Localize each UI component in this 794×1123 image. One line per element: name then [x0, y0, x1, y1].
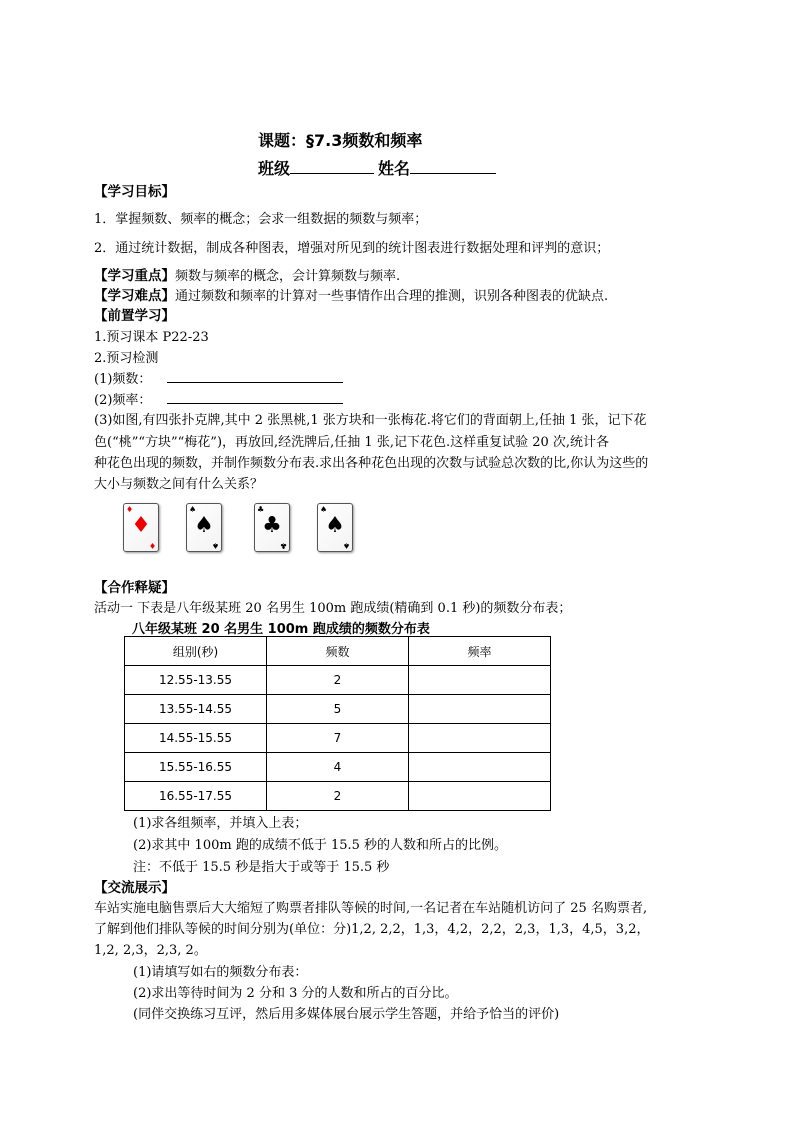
cell-rate[interactable] — [409, 695, 551, 724]
key-points-text: 频数与频率的概念，会计算频数与频率. — [175, 269, 401, 284]
cooperation-q1: (1)求各组频率，并填入上表； — [133, 816, 308, 831]
cell-rate[interactable] — [409, 724, 551, 753]
card-corner-icon: ♣ — [279, 541, 287, 550]
cell-group: 13.55-14.55 — [125, 695, 267, 724]
goal-item-2: 2．通过统计数据，制成各种图表，增强对所见到的统计图表进行数据处理和评判的意识； — [94, 241, 610, 256]
card-corner-icon: ♣ — [257, 505, 265, 514]
preview-q3-line-2: 色(“桃”“方块”“梅花”)，再放回,经洗牌后,任抽 1 张,记下花色.这样重复试验 20 次,统计各 — [94, 435, 610, 450]
preview-line-2: 2.预习检测 — [94, 351, 159, 366]
exchange-line-1: 车站实施电脑售票后大大缩短了购票者排队等候的时间,一名记者在车站随机访问了 25 名购票者, — [94, 901, 648, 916]
preview-line-1: 1.预习课本 P22-23 — [94, 330, 209, 345]
diamond-icon: ♦ — [131, 513, 151, 538]
cell-group: 14.55-15.55 — [125, 724, 267, 753]
cell-count: 5 — [267, 695, 409, 724]
table-title: 八年级某班 20 名男生 100m 跑成绩的频数分布表 — [132, 622, 430, 637]
preview-q2-label: (2)频率： — [94, 393, 152, 408]
column-header-count: 频数 — [267, 637, 409, 666]
table-row — [125, 666, 551, 695]
topic-title: §7.3频数和频率 — [306, 131, 423, 150]
preview-q3-line-3: 种花色出现的频数，并制作频数分布表.求出各种花色出现的次数与试验总次数的比,你认为这些的 — [94, 456, 649, 471]
exchange-q1: (1)请填写如右的频数分布表： — [133, 965, 308, 980]
cell-rate[interactable] — [409, 782, 551, 811]
club-icon: ♣ — [262, 513, 282, 538]
cell-count: 7 — [267, 724, 409, 753]
cell-count: 2 — [267, 666, 409, 695]
class-label: 班级 — [258, 159, 291, 178]
cooperation-heading: 【合作释疑】 — [94, 580, 175, 596]
card-corner-icon: ♠ — [211, 541, 219, 550]
topic-line — [258, 128, 422, 151]
cell-rate[interactable] — [409, 753, 551, 782]
table-header-row — [125, 637, 551, 666]
difficulties — [94, 284, 608, 304]
card-corner-icon: ♠ — [189, 505, 197, 514]
topic-label: 课题： — [258, 131, 307, 150]
card-corner-icon: ♠ — [320, 505, 328, 514]
exchange-line-2: 了解到他们排队等候的时间分别为(单位：分)1,2, 2,2，1,3，4,2，2,2，2,3，1,3，4,5，3,2， — [94, 922, 650, 937]
playing-card-diamond — [123, 503, 159, 552]
exchange-q2: (2)求出等待时间为 2 分和 3 分的人数和所占的百分比。 — [133, 986, 458, 1001]
cell-rate[interactable] — [409, 666, 551, 695]
cell-group: 12.55-13.55 — [125, 666, 267, 695]
cell-group: 16.55-17.55 — [125, 782, 267, 811]
frequency-rate-blank[interactable] — [167, 389, 343, 404]
card-corner-icon: ♦ — [126, 505, 134, 514]
cell-count: 2 — [267, 782, 409, 811]
cell-group: 15.55-16.55 — [125, 753, 267, 782]
goal-item-1: 1．掌握频数、频率的概念；会求一组数据的频数与频率； — [94, 212, 428, 227]
cooperation-q2: (2)求其中 100m 跑的成绩不低于 15.5 秒的人数和所占的比例。 — [133, 838, 508, 853]
column-header-rate: 频率 — [409, 637, 551, 666]
frequency-table — [124, 636, 551, 811]
preview-q1 — [94, 368, 343, 387]
column-header-group: 组别(秒) — [125, 637, 267, 666]
name-blank[interactable] — [410, 159, 496, 174]
exchange-q3: (同伴交换练习互评，然后用多媒体展台展示学生答题，并给予恰当的评价) — [133, 1007, 560, 1022]
playing-card-spade-2 — [317, 503, 353, 552]
cooperation-note: 注：不低于 15.5 秒是指大于或等于 15.5 秒 — [133, 860, 390, 875]
card-corner-icon: ♠ — [342, 541, 350, 550]
table-row — [125, 695, 551, 724]
preview-q2 — [94, 389, 343, 408]
key-points-heading: 【学习重点】 — [94, 268, 175, 284]
preview-q3-line-1: (3)如图,有四张扑克牌,其中 2 张黑桃,1 张方块和一张梅花.将它们的背面朝上,任抽 1 张，记下花 — [94, 413, 647, 428]
difficulties-heading: 【学习难点】 — [94, 288, 175, 304]
goals-heading: 【学习目标】 — [94, 184, 175, 200]
spade-icon: ♠ — [325, 513, 345, 538]
table-row — [125, 753, 551, 782]
card-corner-icon: ♦ — [148, 541, 156, 550]
preview-q3-line-4: 大小与频数之间有什么关系？ — [94, 477, 264, 492]
playing-card-club — [254, 503, 290, 552]
cell-count: 4 — [267, 753, 409, 782]
difficulties-text: 通过频数和频率的计算对一些事情作出合理的推测，识别各种图表的优缺点. — [175, 289, 609, 304]
name-label: 姓名 — [378, 159, 411, 178]
exchange-heading: 【交流展示】 — [94, 880, 175, 896]
preview-q1-label: (1)频数： — [94, 372, 152, 387]
frequency-count-blank[interactable] — [167, 368, 343, 383]
table-row — [125, 724, 551, 753]
playing-card-spade — [186, 503, 222, 552]
preview-heading: 【前置学习】 — [94, 308, 175, 324]
class-name-line — [258, 156, 496, 179]
spade-icon: ♠ — [194, 513, 214, 538]
key-points — [94, 264, 400, 284]
class-blank[interactable] — [290, 159, 374, 174]
table-row — [125, 782, 551, 811]
activity-one: 活动一 下表是八年级某班 20 名男生 100m 跑成绩(精确到 0.1 秒)的频数分布表； — [94, 601, 572, 616]
exchange-line-3: 1,2, 2,3，2,3, 2。 — [94, 943, 207, 958]
